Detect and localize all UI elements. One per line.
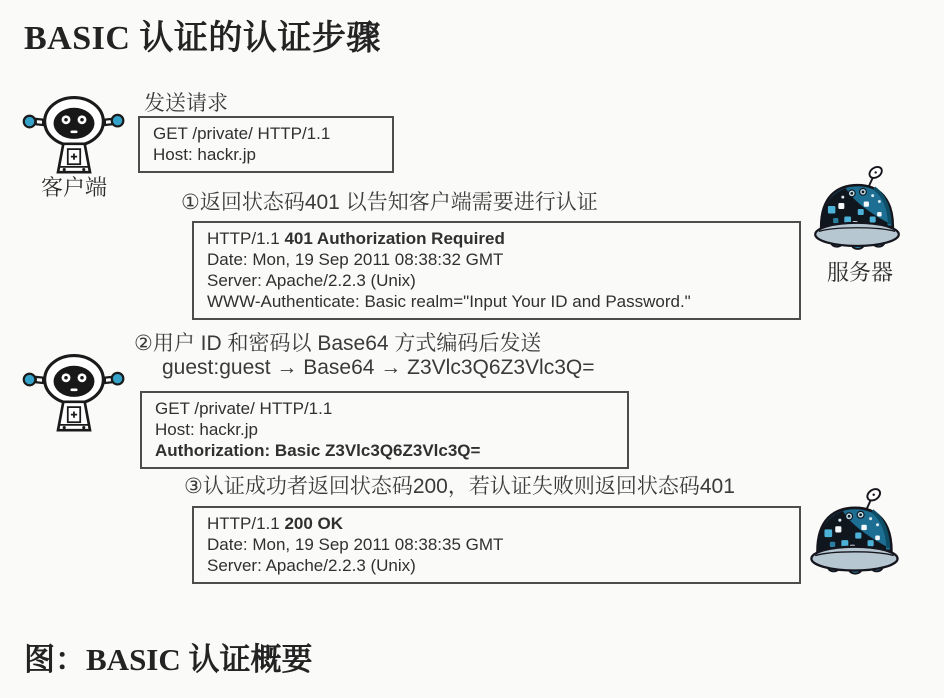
http-line: Host: hackr.jp [155,420,258,439]
step2-base64-example: guest:guest → Base64 → Z3Vlc3Q6Z3Vlc3Q= [162,356,595,379]
client-robot-icon [16,352,132,432]
status-line-prefix: HTTP/1.1 [207,514,285,533]
server-robot-icon [810,164,907,257]
server-label: 服务器 [826,260,893,285]
status-line-prefix: HTTP/1.1 [207,229,285,248]
send-request-label: 发送请求 [144,92,228,115]
http-response-200-box [192,506,801,584]
step2-label: ②用户 ID 和密码以 Base64 方式编码后发送 [134,332,542,355]
http-request-initial-box [138,116,394,173]
http-line [207,228,786,249]
http-line: GET /private/ HTTP/1.1 [155,399,333,418]
http-line [207,513,786,534]
client-label: 客户端 [40,175,107,200]
http-line: Server: Apache/2.2.3 (Unix) [207,556,416,575]
http-line-authorization: Authorization: Basic Z3Vlc3Q6Z3Vlc3Q= [155,441,481,460]
http-line: Date: Mon, 19 Sep 2011 08:38:35 GMT [207,535,504,554]
http-line: WWW-Authenticate: Basic realm="Input Your ID and Password." [207,292,691,311]
step1-label: ①返回状态码401 以告知客户端需要进行认证 [181,191,598,214]
step3-label: ③认证成功者返回状态码200，若认证失败则返回状态码401 [184,475,735,498]
http-request-auth-box [140,391,629,469]
status-line-bold: 401 Authorization Required [284,229,505,248]
status-line-bold: 200 OK [284,514,344,533]
figure-caption: 图：BASIC 认证概要 [24,642,313,677]
server-robot-icon [806,486,906,582]
http-line: Host: hackr.jp [153,145,256,164]
page-title: BASIC 认证的认证步骤 [24,20,381,57]
http-response-401-box [192,221,801,320]
http-line: Server: Apache/2.2.3 (Unix) [207,271,416,290]
client-robot-icon [16,94,132,174]
http-line: GET /private/ HTTP/1.1 [153,124,331,143]
http-line: Date: Mon, 19 Sep 2011 08:38:32 GMT [207,250,504,269]
